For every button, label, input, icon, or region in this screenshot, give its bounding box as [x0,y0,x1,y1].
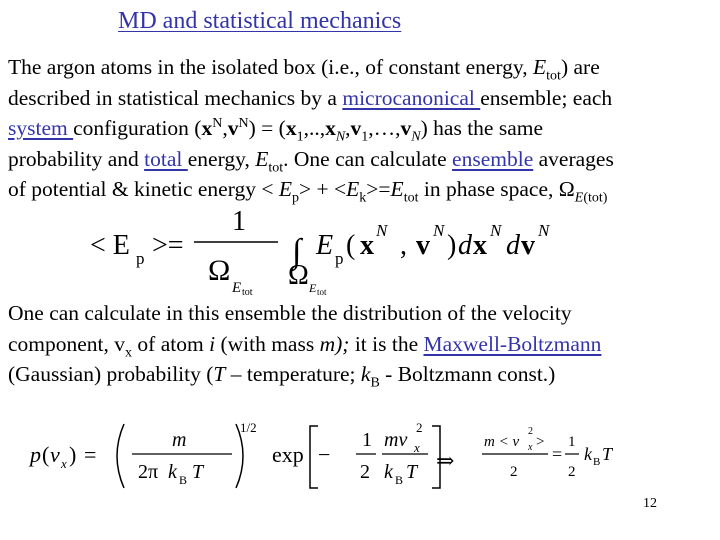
svg-text:>: > [536,434,545,450]
svg-text:,: , [400,230,407,261]
svg-text:B: B [179,473,188,487]
svg-text:N: N [490,221,502,240]
svg-text:x: x [360,230,374,261]
svg-text:p: p [335,249,344,268]
svg-text:B: B [593,456,601,468]
svg-text:B: B [395,473,404,487]
svg-text:⇒: ⇒ [436,448,455,473]
svg-text:=: = [552,444,563,464]
svg-text:tot: tot [317,287,327,295]
ensemble-average-equation [82,200,602,295]
svg-text:x: x [414,440,420,455]
link-microcanonical[interactable]: microcanonical [342,85,481,110]
svg-text:k: k [168,461,177,483]
paragraph-microcanonical: The argon atoms in the isolated box (i.e., of constant energy, $E_{tot}$) are described in statistical mechanics by a microcanonical ensemble; each system configuration $(x^N,v^N)$ = $(x_1,..,x_N,v_1,\dots,v_N)$ has the same probability and total energy, $E_{tot}$. One can calculate ensemble averages of potential & kinetic energy < $E_p> + <E_k>=E_{tot}$ in phase space, $\Omega_{E(tot)}$ [8,55,614,206]
svg-text:Ω: Ω [288,260,309,291]
slide-number: 12 [643,496,657,511]
svg-text:< E: < E [90,230,130,261]
svg-text:2: 2 [360,461,370,483]
svg-text:x: x [473,230,487,261]
svg-text:=: = [84,442,97,467]
svg-text:): ) [69,442,77,467]
maxwell-boltzmann-equation [28,412,628,502]
svg-text:x: x [528,442,533,453]
svg-text:1/2: 1/2 [240,420,257,435]
svg-text:m < v: m < v [484,434,520,450]
svg-text:T: T [192,461,204,483]
svg-text:Ω: Ω [208,254,231,287]
svg-text:N: N [538,221,550,240]
svg-text:2π: 2π [138,461,159,483]
link-total[interactable]: total [144,146,188,171]
svg-text:p: p [136,249,145,268]
svg-text:x: x [61,456,67,471]
svg-text:exp: exp [272,442,304,467]
svg-text:−: − [318,442,331,467]
svg-text:T: T [406,461,418,483]
svg-text:2: 2 [510,464,518,480]
svg-text:1: 1 [362,429,372,451]
svg-text:d: d [506,230,520,261]
svg-text:mv: mv [384,429,408,451]
page-title: MD and statistical mechanics [118,8,402,34]
svg-text:v: v [521,230,535,261]
svg-text:E: E [232,280,242,295]
paragraph-maxwell-boltzmann: One can calculate in this ensemble the distribution of the velocity component, $v_x$ of atom i (with mass m); it is the Maxwell-Boltzmann (Gaussian) probability (T – temperature; $k_B$ - Boltzmann const.) [8,301,602,391]
svg-text:v: v [50,442,60,467]
svg-text:v: v [416,230,430,261]
svg-text:d: d [458,230,472,261]
svg-text:E: E [316,230,334,261]
svg-text:N: N [433,221,445,240]
svg-text:2: 2 [528,426,533,437]
svg-text:2: 2 [416,420,423,435]
svg-text:): ) [447,230,457,261]
svg-text:tot: tot [242,287,253,295]
svg-text:p: p [30,442,41,467]
svg-text:N: N [376,221,388,240]
svg-text:(: ( [42,442,50,467]
link-maxwell-boltzmann[interactable]: Maxwell-Boltzmann [423,331,602,356]
svg-text:1: 1 [568,434,576,450]
svg-text:k: k [384,461,393,483]
svg-text:(: ( [346,230,356,261]
link-system[interactable]: system [8,116,74,140]
svg-text:E: E [309,281,317,295]
svg-text:∫: ∫ [292,233,302,270]
svg-text:2: 2 [568,464,576,480]
svg-text:m: m [172,429,187,451]
svg-text:T: T [602,444,613,464]
svg-text:k: k [584,444,592,464]
svg-text:1: 1 [232,206,246,237]
link-ensemble[interactable]: ensemble [452,146,534,171]
svg-text:>=: >= [152,230,184,261]
